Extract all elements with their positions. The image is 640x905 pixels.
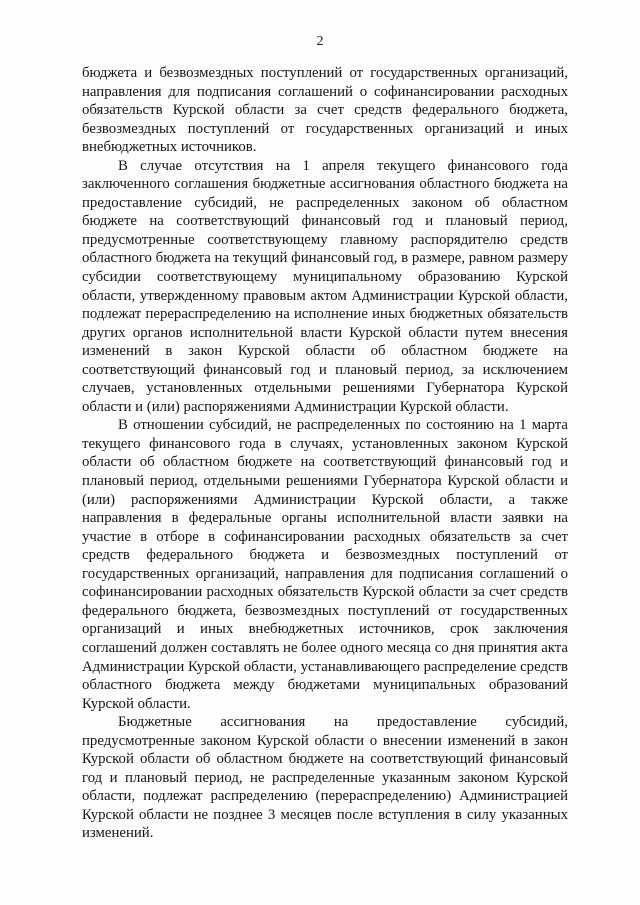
paragraph-march-rule: В отношении субсидий, не распределенных по состоянию на 1 марта текущего финансового года в случаях, установленных законом Курской области об областном бюджете на соответствующий финансовый год и плановый период, отдельными решениями Губернатора Курской области и (или) распоряжениями Администрации Курской области, а также направления в федеральные органы исполнительной власти заявки на участие в отборе в софинансировании расходных обязательств за счет средств федерального бюджета и безвозмездных поступлений от государственных организаций, направления для подписания соглашений о софинансировании расходных обязательств Курской области за счет средств федерального бюджета, безвозмездных поступлений от государственных организаций и иных внебюджетных источников, срок заключения соглашений должен составлять не более одного месяца со дня принятия акта Администрации Курской области, устанавливающего распределение средств областного бюджета между бюджетами муниципальных образований Курской области. [82,417,568,712]
paragraph-redistribution-rule: Бюджетные ассигнования на предоставление субсидий, предусмотренные законом Курской области о внесении изменений в закон Курской области об областном бюджете на соответствующий финансовый год и плановый период, не распределенные указанным законом Курской области, подлежат распределению (перераспределению) Администрацией Курской области не позднее 3 месяцев после вступления в силу указанных изменений. [82,714,568,842]
page-number: 2 [316,34,324,49]
paragraph-april-rule: В случае отсутствия на 1 апреля текущего финансового года заключенного соглашения бюджетные ассигнования областного бюджета на предоставление субсидий, не распределенных законом об областном бюджете на соответствующий финансовый год и плановый период, предусмотренные соответствующему главному распорядителю средств областного бюджета на текущий финансовый год, в размере, равном размеру субсидии соответствующему муниципальному образованию Курской области, утвержденному правовым актом Администрации Курской области, подлежат перераспределению на исполнение иных бюджетных обязательств других органов исполнительной власти Курской области путем внесения изменений в закон Курской области об областном бюджете на соответствующий финансовый год и плановый период, за исключением случаев, установленных отдельными решениями Губернатора Курской области и (или) распоряжениями Администрации Курской области. [82,157,568,415]
paragraph-continuation: бюджета и безвозмездных поступлений от государственных организаций, направления для подписания соглашений о софинансировании расходных обязательств Курской области за счет средств федерального бюджета, безвозмездных поступлений от государственных организаций и иных внебюджетных источников. [82,65,568,156]
document-body [82,64,568,843]
